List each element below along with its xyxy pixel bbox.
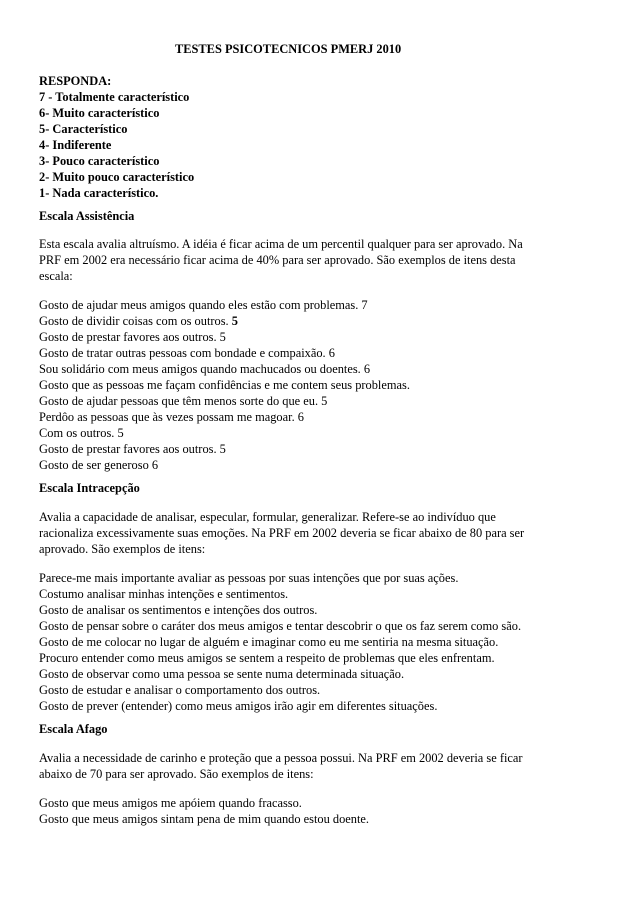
scale-option: 2- Muito pouco característico	[39, 170, 195, 184]
list-item: Gosto de tratar outras pessoas com bondade e compaixão. 6	[39, 346, 335, 360]
list-item: Gosto que meus amigos me apóiem quando fracasso.	[39, 796, 302, 810]
scale-option: 7 - Totalmente característico	[39, 90, 190, 104]
paragraph-line: escala:	[39, 269, 73, 283]
paragraph-line: Esta escala avalia altruísmo. A idéia é ficar acima de um percentil qualquer para ser aprovado. Na	[39, 237, 523, 251]
list-item: Gosto de estudar e analisar o comportamento dos outros.	[39, 683, 321, 697]
paragraph-line: Avalia a capacidade de analisar, especular, formular, generalizar. Refere-se ao indivíduo que	[39, 510, 496, 524]
paragraph-line: Avalia a necessidade de carinho e proteção que a pessoa possui. Na PRF em 2002 deveria se ficar	[39, 751, 523, 765]
scale-option: 5- Característico	[39, 122, 128, 136]
scale-option: 6- Muito característico	[39, 106, 160, 120]
list-item: Gosto de me colocar no lugar de alguém e imaginar como eu me sentiria na mesma situação.	[39, 635, 499, 649]
section-heading-afago: Escala Afago	[39, 722, 108, 736]
section-heading-assistencia: Escala Assistência	[39, 209, 135, 223]
list-item: Gosto que meus amigos sintam pena de mim quando estou doente.	[39, 812, 370, 826]
section-heading-intracepcao: Escala Intracepção	[39, 481, 140, 495]
list-item: Parece-me mais importante avaliar as pessoas por suas intenções que por suas ações.	[39, 571, 459, 585]
list-item: Costumo analisar minhas intenções e sentimentos.	[39, 587, 289, 601]
scale-option: 3- Pouco característico	[39, 154, 160, 168]
list-item: Procuro entender como meus amigos se sentem a respeito de problemas que eles enfrentam.	[39, 651, 495, 665]
list-item-text: Gosto de dividir coisas com os outros.	[39, 314, 232, 328]
list-item: Sou solidário com meus amigos quando machucados ou doentes. 6	[39, 362, 371, 376]
list-item: Gosto de prever (entender) como meus amigos irão agir em diferentes situações.	[39, 699, 438, 713]
list-item: Gosto de prestar favores aos outros. 5	[39, 442, 226, 456]
scale-option: 4- Indiferente	[39, 138, 112, 152]
paragraph-line: aprovado. São exemplos de itens:	[39, 542, 206, 556]
list-item: Gosto de prestar favores aos outros. 5	[39, 330, 226, 344]
list-item-value: 5	[231, 314, 238, 328]
list-item: Gosto de pensar sobre o caráter dos meus amigos e tentar descobrir o que os faz serem como são.	[39, 619, 522, 633]
list-item: Gosto que as pessoas me façam confidências e me contem seus problemas.	[39, 378, 410, 392]
list-item: Gosto de ajudar pessoas que têm menos sorte do que eu. 5	[39, 394, 328, 408]
list-item: Gosto de observar como uma pessoa se sente numa determinada situação.	[39, 667, 405, 681]
document-title: TESTES PSICOTECNICOS PMERJ 2010	[175, 42, 402, 56]
scale-option: 1- Nada característico.	[39, 186, 159, 200]
list-item	[39, 313, 238, 329]
paragraph-line: abaixo de 70 para ser aprovado. São exemplos de itens:	[39, 767, 314, 781]
list-item: Com os outros. 5	[39, 426, 124, 440]
list-item: Gosto de ser generoso 6	[39, 458, 159, 472]
list-item: Perdôo as pessoas que às vezes possam me magoar. 6	[39, 410, 304, 424]
responda-heading: RESPONDA:	[39, 74, 112, 88]
list-item: Gosto de analisar os sentimentos e intenções dos outros.	[39, 603, 318, 617]
paragraph-line: PRF em 2002 era necessário ficar acima de 40% para ser aprovado. São exemplos de itens desta	[39, 253, 516, 267]
list-item: Gosto de ajudar meus amigos quando eles estão com problemas. 7	[39, 298, 368, 312]
paragraph-line: racionaliza excessivamente suas emoções. Na PRF em 2002 deveria se ficar abaixo de 80 para ser	[39, 526, 525, 540]
